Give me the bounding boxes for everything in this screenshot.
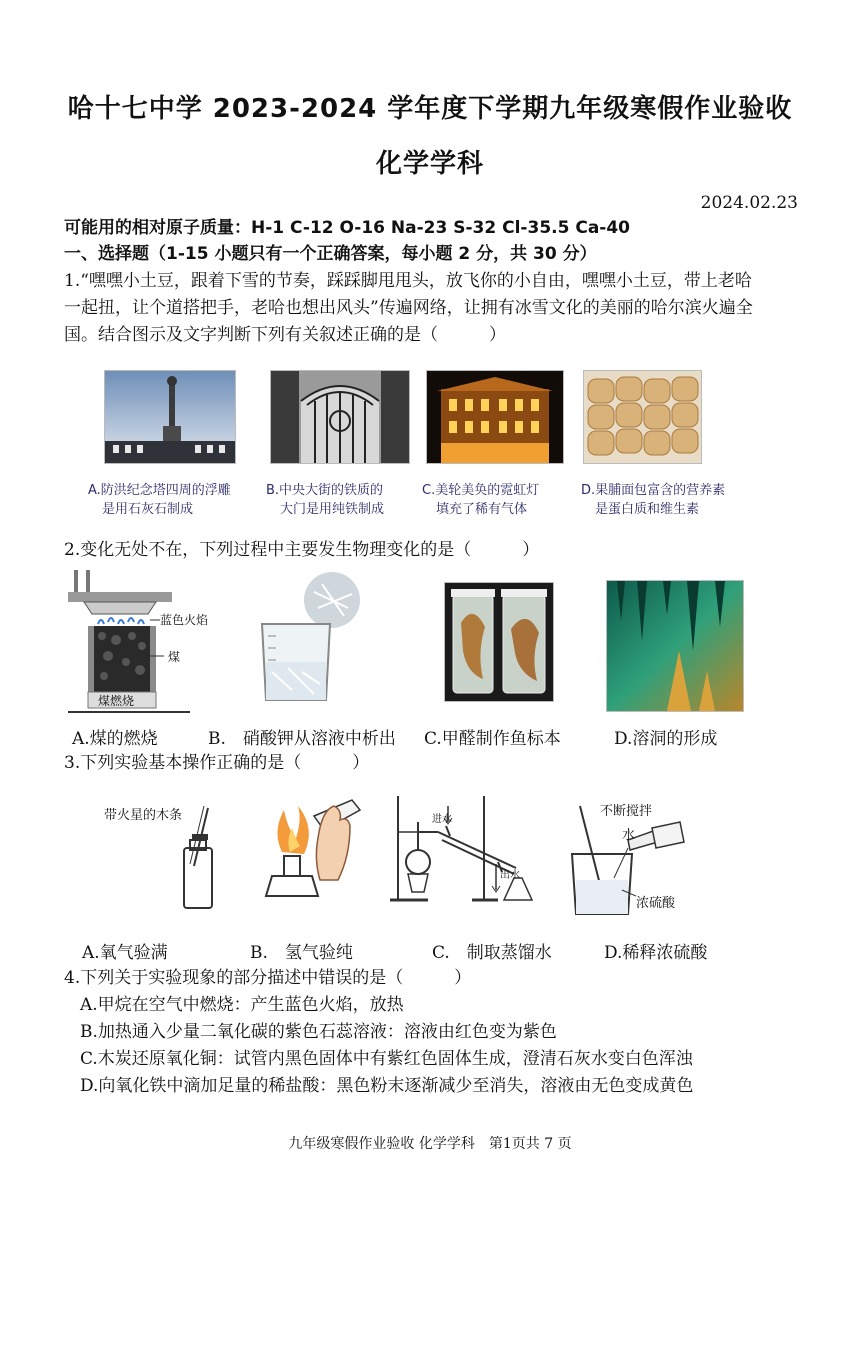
q1-stem-line3: 国。结合图示及文字判断下列有关叙述正确的是（ ） (64, 325, 506, 345)
section-heading: 一、选择题（1-15 小题只有一个正确答案，每小题 2 分，共 30 分） (64, 244, 597, 264)
q1-photo-bread (583, 370, 702, 464)
q3-stem: 3.下列实验基本操作正确的是（ ） (64, 753, 370, 773)
q3-label-water-in: 进水 (432, 814, 452, 825)
q2-label-burning: 煤燃烧 (98, 694, 135, 708)
q1-option-b-line1: B.中央大街的铁质的 (266, 483, 384, 498)
q4-option-d: D.向氧化铁中滴加足量的稀盐酸：黑色粉末逐渐减少至消失，溶液由无色变成黄色 (80, 1076, 694, 1096)
q1-option-c-line2: 填充了稀有气体 (436, 502, 528, 517)
q2-stem: 2.变化无处不在，下列过程中主要发生物理变化的是（ ） (64, 540, 540, 560)
q3-option-a: A.氧气验满 (82, 943, 168, 963)
q3-label-stick: 带火星的木条 (104, 808, 183, 823)
q2-option-c: C.甲醛制作鱼标本 (424, 729, 561, 749)
q1-stem-line1: 1.“嘿嘿小土豆，跟着下雪的节奏，踩踩脚甩甩头，放飞你的小自由，嘿嘿小土豆，带上老哈 (64, 271, 752, 291)
q4-option-a: A.甲烷在空气中燃烧：产生蓝色火焰，放热 (80, 995, 404, 1015)
q2-label-flame: 蓝色火焰 (160, 613, 209, 627)
q3-label-water: 水 (622, 828, 636, 843)
q1-option-c (422, 481, 539, 519)
q1-photo-flood-tower (104, 370, 236, 464)
q1-option-a-line2: 是用石灰石制成 (102, 502, 194, 517)
q3-option-c: C. 制取蒸馏水 (432, 943, 552, 963)
page-title: 哈十七中学 2023-2024 学年度下学期九年级寒假作业验收 (67, 94, 793, 124)
q2-option-b: B. 硝酸钾从溶液中析出 (208, 729, 396, 749)
q2-figure-coal-burning (64, 570, 234, 715)
q4-option-c: C.木炭还原氧化铜：试管内黑色固体中有紫红色固体生成，澄清石灰水变白色浑浊 (80, 1049, 693, 1069)
q3-option-b: B. 氢气验纯 (250, 943, 353, 963)
q2-option-d: D.溶洞的形成 (614, 729, 718, 749)
q2-option-a: A.煤的燃烧 (72, 729, 158, 749)
q2-figure-fish-specimens (444, 582, 554, 702)
q4-stem: 4.下列关于实验现象的部分描述中错误的是（ ） (64, 968, 472, 988)
q1-stem-line2: 一起扭，让个道搭把手，老哈也想出风头”传遍网络，让拥有冰雪文化的美丽的哈尔滨火遍全 (64, 298, 753, 318)
q1-option-c-line1: C.美轮美奂的霓虹灯 (422, 483, 540, 498)
q3-figure-distillation (388, 792, 538, 904)
q1-option-a (88, 481, 231, 519)
q1-option-d-line2: 是蛋白质和维生素 (595, 502, 700, 517)
q3-figure-oxygen-test (100, 796, 230, 916)
page-footer: 九年级寒假作业验收 化学学科 第1页共 7 页 (288, 1136, 572, 1152)
q1-option-a-line1: A.防洪纪念塔四周的浮雕 (88, 483, 231, 498)
exam-date: 2024.02.23 (700, 193, 798, 213)
q3-figure-hydrogen-test (258, 796, 368, 916)
q2-label-coal: 煤 (168, 650, 181, 664)
q3-label-stir: 不断搅拌 (600, 804, 653, 819)
q3-figure-dilute-acid (566, 796, 696, 920)
atomic-masses: 可能用的相对原子质量：H-1 C-12 O-16 Na-23 S-32 Cl-35.5 Ca-40 (64, 218, 631, 238)
q1-option-d (581, 481, 725, 519)
q1-option-d-line1: D.果脯面包富含的营养素 (581, 483, 726, 498)
q1-photo-iron-gate (270, 370, 410, 464)
q1-photo-neon-building (426, 370, 564, 464)
q3-label-water-out: 出水 (500, 870, 520, 881)
q2-figure-karst-cave (606, 580, 744, 712)
q1-option-b-line2: 大门是用纯铁制成 (280, 502, 385, 517)
page-subtitle: 化学学科 (375, 149, 484, 179)
q4-option-b: B.加热通入少量二氧化碳的紫色石蕊溶液：溶液由红色变为紫色 (80, 1022, 557, 1042)
q2-figure-crystals-beaker (252, 572, 364, 704)
q3-label-acid: 浓硫酸 (636, 896, 676, 911)
q3-option-d: D.稀释浓硫酸 (604, 943, 708, 963)
q1-option-b (266, 481, 384, 519)
